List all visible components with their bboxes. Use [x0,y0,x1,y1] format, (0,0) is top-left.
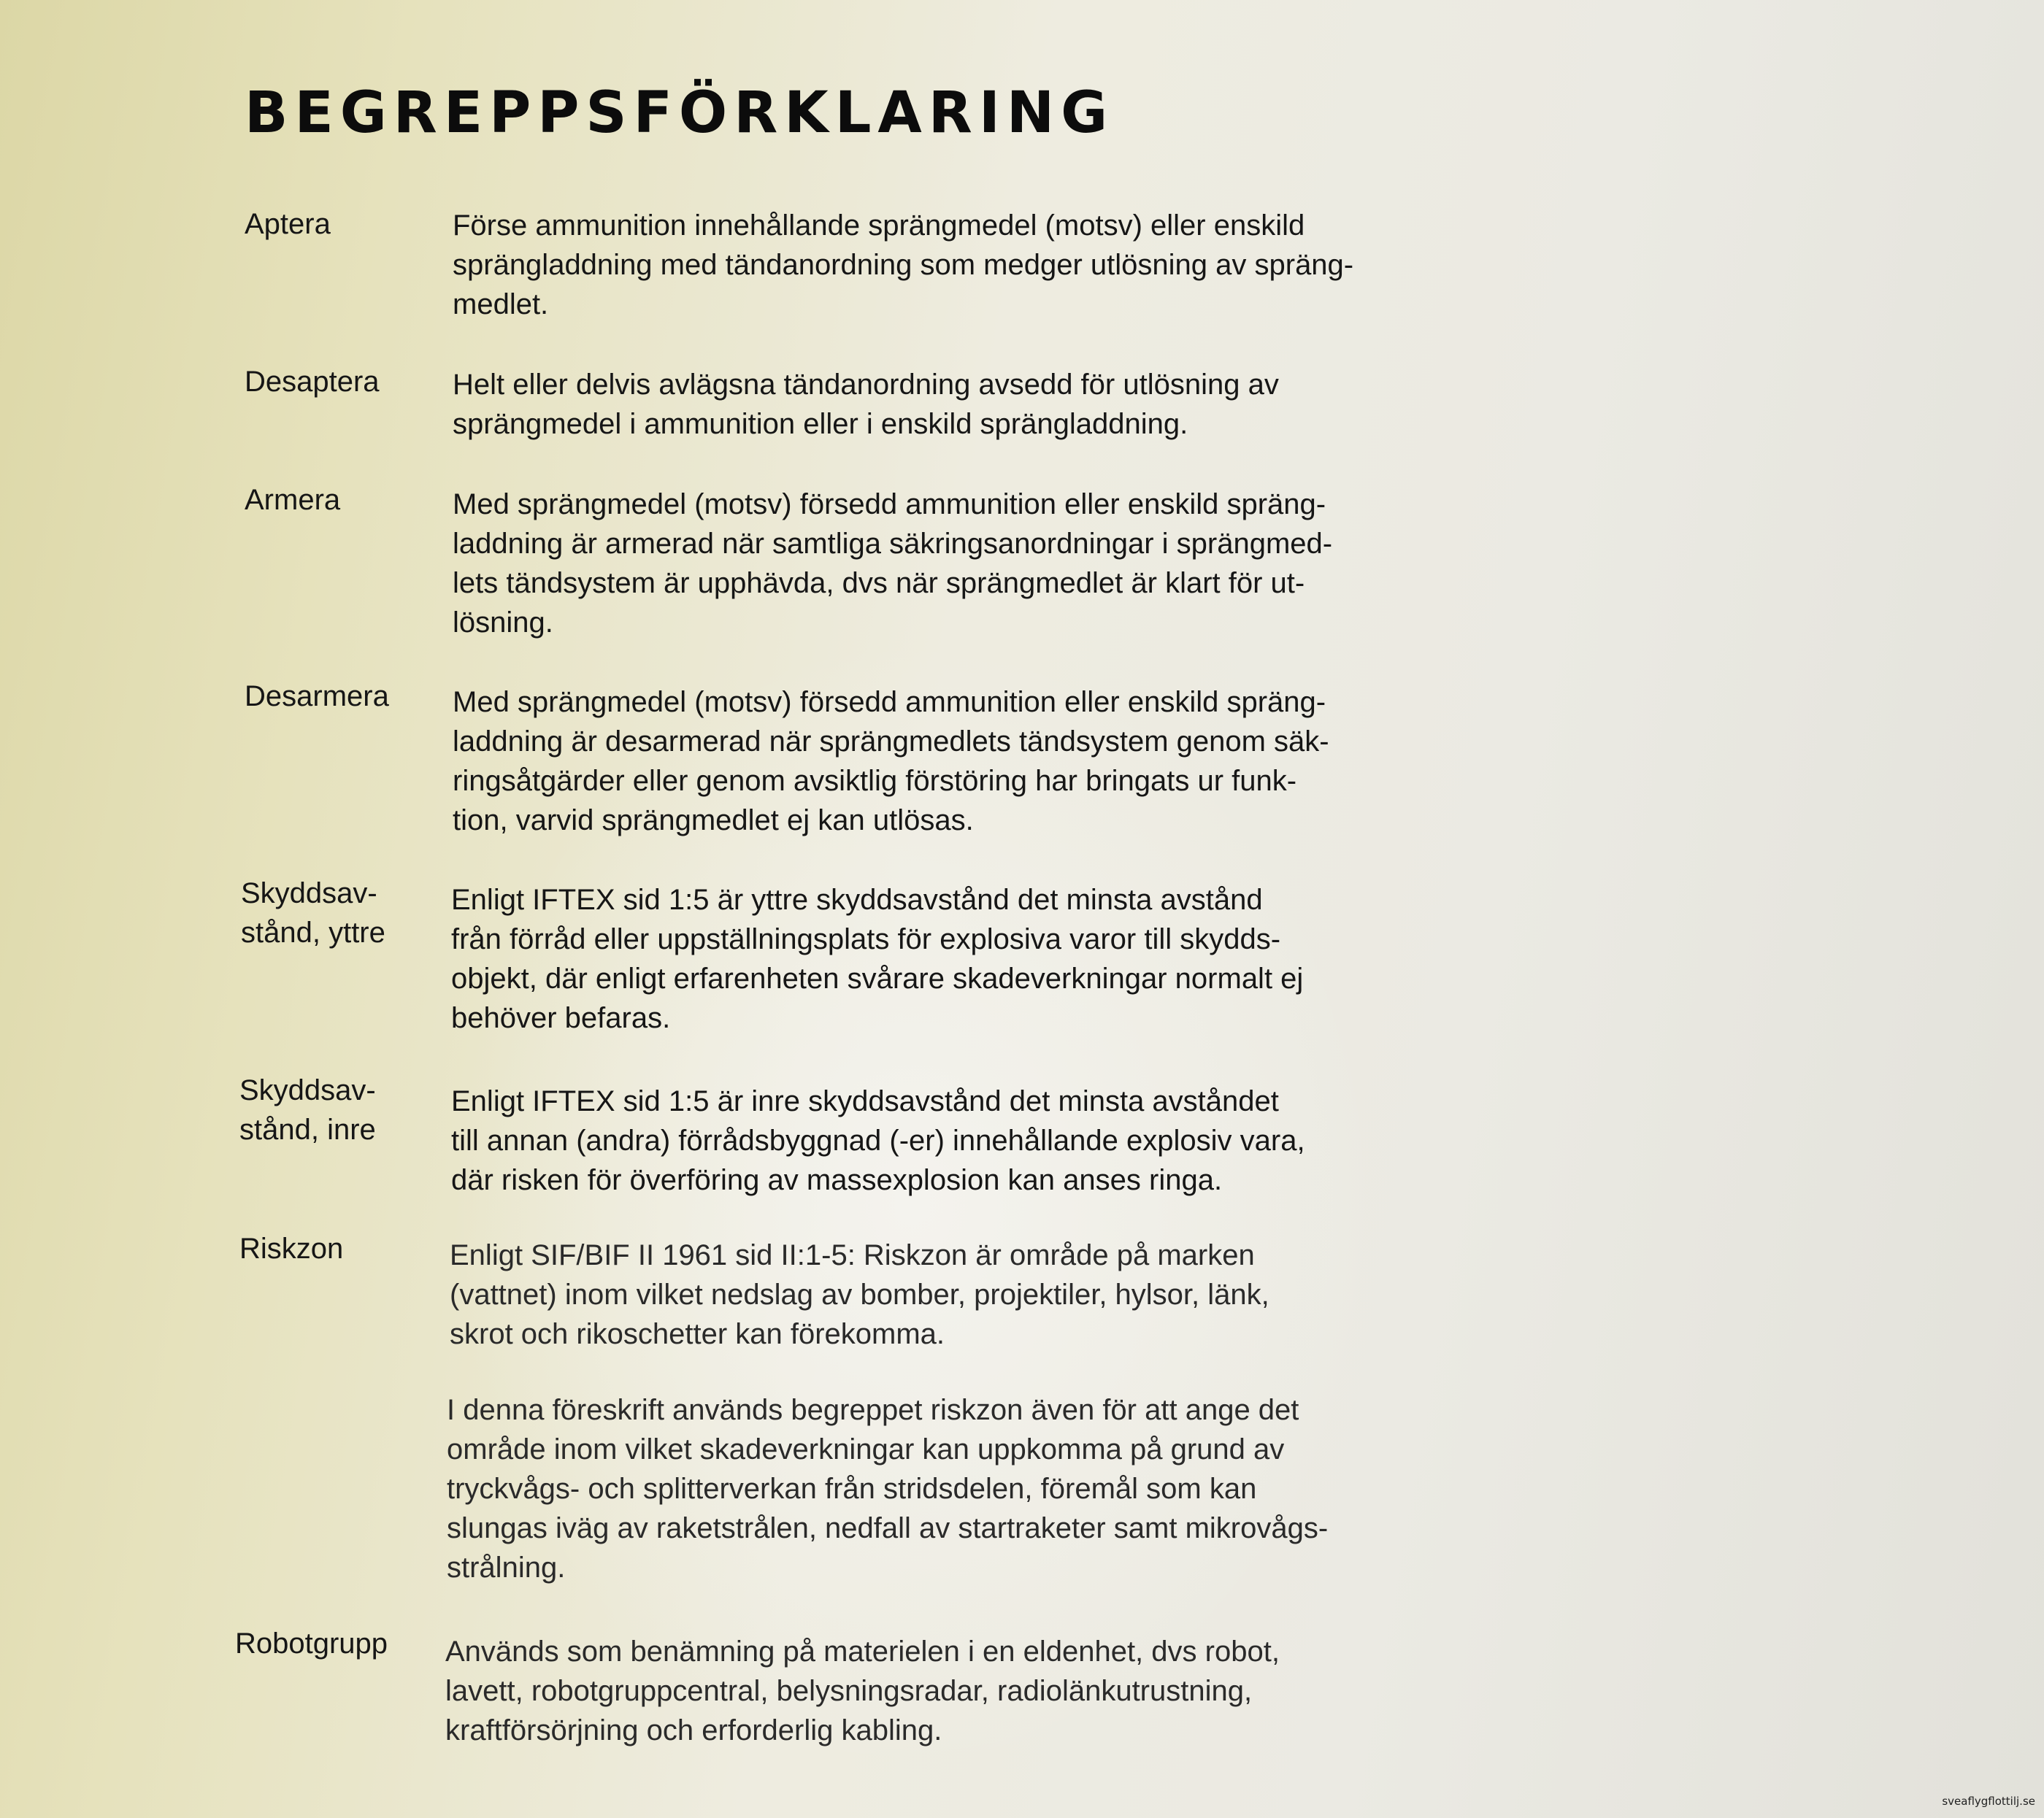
definition-line: Enligt SIF/BIF II 1961 sid II:1-5: Riskzon är område på marken [450,1239,1255,1271]
definition-line: behöver befaras. [451,1002,671,1034]
definition-line: laddning är armerad när samtliga säkringsanordningar i sprängmed- [453,528,1333,560]
definition-line: lets tändsystem är upphävda, dvs när sprängmedlet är klart för ut- [453,567,1305,599]
term-line: Skyddsav- [239,1074,376,1106]
definition-line: Med sprängmedel (motsv) försedd ammunition eller enskild spräng- [453,686,1326,718]
term-line: stånd, yttre [241,917,385,949]
definition-line: Förse ammunition innehållande sprängmedel (motsv) eller enskild [453,209,1305,242]
definition-text [453,485,1424,642]
page-title: BEGREPPSFÖRKLARING [245,80,1115,146]
definition-line: laddning är desarmerad när sprängmedlets tändsystem genom säk- [453,725,1329,758]
definition-text [447,1390,1418,1587]
definition-line: Enligt IFTEX sid 1:5 är inre skyddsavstånd det minsta avståndet [451,1085,1279,1117]
definition-line: kraftförsörjning och erforderlig kabling. [445,1714,942,1746]
term-label [245,677,434,716]
watermark: sveaflygflottilj.se [1942,1795,2035,1808]
definition-line: lösning. [453,606,553,639]
term-line: Skyddsav- [241,877,377,909]
definition-text [453,365,1424,444]
term-line: Robotgrupp [235,1628,388,1660]
definition-line: (vattnet) inom vilket nedslag av bomber, projektiler, hylsor, länk, [450,1279,1269,1311]
term-line: Riskzon [239,1233,344,1265]
term-label [245,204,434,244]
definition-line: tion, varvid sprängmedlet ej kan utlösas. [453,804,974,836]
term-label [241,874,431,952]
definition-line: sprängmedel i ammunition eller i enskild sprängladdning. [453,408,1188,440]
definition-line: tryckvågs- och splitterverkan från stridsdelen, föremål som kan [447,1473,1257,1505]
definition-line: lavett, robotgruppcentral, belysningsradar, radiolänkutrustning, [445,1675,1253,1707]
definition-line: Helt eller delvis avlägsna tändanordning avsedd för utlösning av [453,369,1279,401]
definition-line: slungas iväg av raketstrålen, nedfall av startraketer samt mikrovågs- [447,1512,1329,1544]
definition-text [453,682,1424,840]
definition-line: Enligt IFTEX sid 1:5 är yttre skyddsavstånd det minsta avstånd [451,884,1263,916]
definition-text [453,206,1424,324]
term-label [239,1229,429,1268]
term-line: stånd, inre [239,1114,376,1146]
definition-line: ringsåtgärder eller genom avsiktlig förstöring har bringats ur funk- [453,765,1297,797]
definition-text [451,880,1422,1038]
term-line: Armera [245,484,341,516]
definition-line: I denna föreskrift används begreppet riskzon även för att ange det [447,1394,1299,1426]
definition-line: från förråd eller uppställningsplats för explosiva varor till skydds- [451,923,1281,955]
definition-line: område inom vilket skadeverkningar kan uppkomma på grund av [447,1433,1285,1465]
definition-text [445,1632,1416,1750]
definition-line: skrot och rikoschetter kan förekomma. [450,1318,945,1350]
term-line: Desarmera [245,680,389,712]
definition-line: sprängladdning med tändanordning som medger utlösning av spräng- [453,249,1354,281]
term-label [245,480,434,520]
definition-line: till annan (andra) förrådsbyggnad (-er) innehållande explosiv vara, [451,1125,1305,1157]
definition-text [450,1236,1421,1354]
definition-text [451,1082,1422,1200]
definition-line: Med sprängmedel (motsv) försedd ammunition eller enskild spräng- [453,488,1326,520]
term-label [235,1624,425,1663]
term-line: Aptera [245,208,331,240]
definition-line: Används som benämning på materielen i en eldenhet, dvs robot, [445,1636,1280,1668]
definition-line: objekt, där enligt erfarenheten svårare skadeverkningar normalt ej [451,963,1304,995]
definition-line: där risken för överföring av massexplosion kan anses ringa. [451,1164,1223,1196]
term-label [239,1071,429,1149]
definition-line: strålning. [447,1552,566,1584]
definition-line: medlet. [453,288,549,320]
term-line: Desaptera [245,366,380,398]
term-label [245,362,434,401]
